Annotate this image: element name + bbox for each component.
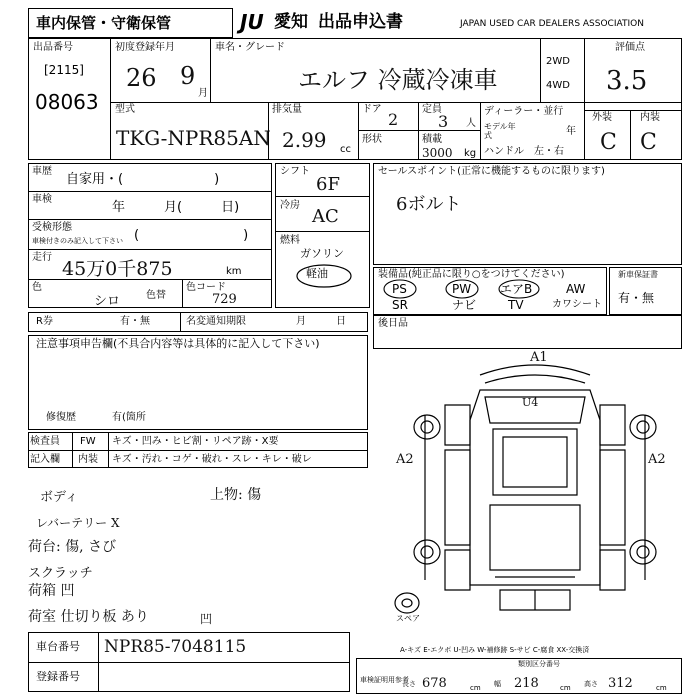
- cert-label: 車検証明用参考: [360, 676, 409, 684]
- reg-month: 9: [180, 62, 196, 90]
- displacement-label: 排気量: [272, 104, 302, 115]
- sales-point-label: セールスポイント(正常に機能するものに限ります): [378, 166, 605, 177]
- shape-label: 形状: [362, 134, 382, 145]
- note-dent: 凹: [200, 612, 213, 626]
- note-body: ボディ: [40, 490, 78, 505]
- fw-items: キズ・凹み・ヒビ割・リペア跡・X要: [112, 436, 279, 447]
- interior-label: 内装: [640, 112, 660, 123]
- equip-navi: ナビ: [452, 298, 477, 312]
- capacity-unit: 人: [466, 118, 476, 129]
- fuel-label: 燃料: [280, 235, 300, 246]
- length-unit: cm: [470, 684, 481, 692]
- ju-logo: JU: [240, 10, 264, 34]
- mileage-unit: km: [226, 266, 242, 277]
- damage-mark-u4: U4: [522, 396, 539, 409]
- name-change-value: 月 日: [296, 316, 346, 327]
- rating-label: 評価点: [615, 42, 645, 53]
- rating-value: 3.5: [606, 66, 648, 96]
- equip-sr: SR: [392, 298, 408, 312]
- history-value: 自家用・( ): [66, 172, 220, 187]
- note-upper-damage: 上物: 傷: [210, 487, 262, 503]
- color-label: 色: [32, 282, 42, 293]
- width-label: 幅: [494, 680, 501, 688]
- note-scratch: スクラッチ: [28, 566, 93, 581]
- receive-label: 受検形態: [32, 222, 72, 233]
- association-name: JAPAN USED CAR DEALERS ASSOCIATION: [460, 19, 644, 29]
- load-unit: kg: [464, 148, 477, 159]
- height-value: 312: [608, 676, 633, 691]
- equipment-circles: [380, 278, 540, 300]
- later-item-box: [373, 315, 682, 349]
- drive-4wd: 4WD: [546, 80, 570, 91]
- chassis-value: NPR85-7048115: [104, 637, 247, 657]
- region-name: 愛知: [274, 12, 308, 32]
- warranty-label: 新車保証書: [618, 270, 658, 279]
- interior-items: キズ・汚れ・コゲ・破れ・スレ・キレ・破レ: [112, 454, 312, 465]
- inspector-label: 検査員: [30, 436, 60, 447]
- handle-label: ハンドル 左・右: [484, 146, 564, 157]
- declaration-label: 注意事項申告欄(不具合内容等は具体的に記入して下さい): [36, 337, 320, 350]
- damage-mark-a2-right: A2: [648, 452, 666, 467]
- cooler-value: AC: [312, 206, 339, 227]
- fuel-circle-mark: [294, 262, 354, 290]
- reg-year: 26: [126, 64, 157, 92]
- lot-sub-number: [2115]: [44, 63, 84, 77]
- note-battery: レバーテリー X: [36, 516, 120, 530]
- lot-number: 08063: [35, 90, 99, 114]
- warranty-value: 有・無: [618, 291, 655, 305]
- capacity-value: 3: [438, 112, 449, 131]
- sales-point-value: 6ボルト: [396, 194, 462, 215]
- inspection-value: 年 月( 日): [112, 200, 240, 215]
- width-value: 218: [514, 676, 539, 691]
- drive-2wd: 2WD: [546, 56, 570, 67]
- shift-value: 6F: [316, 174, 340, 195]
- car-name-value: エルフ 冷蔵冷凍車: [298, 66, 498, 94]
- damage-mark-a1-front: A1: [530, 350, 548, 365]
- storage-label: 車内保管・守衛保管: [36, 14, 172, 32]
- class-label: 類別区分番号: [518, 660, 560, 668]
- note-cargo-box: 荷箱 凹: [28, 583, 75, 599]
- repair-label: 修復歴: [46, 412, 76, 423]
- note-cargo-bed: 荷台: 傷, さび: [28, 539, 117, 555]
- interior-value: C: [640, 130, 657, 155]
- model-value: TKG-NPR85AN: [116, 126, 271, 150]
- length-value: 678: [422, 676, 447, 691]
- receive-sub: 車検付きのみ記入して下さい: [32, 237, 123, 245]
- mileage-label: 走行: [32, 252, 52, 263]
- vehicle-damage-diagram: [385, 345, 685, 620]
- equip-ps: PS: [392, 282, 407, 296]
- inspection-label: 車検: [32, 194, 52, 205]
- exterior-value: C: [600, 130, 617, 155]
- equip-aw: AW: [566, 282, 586, 296]
- damage-mark-a2-left: A2: [396, 452, 414, 467]
- color-value: シロ: [94, 294, 121, 309]
- mileage-value: 45万0千875: [62, 258, 173, 280]
- equip-airbag: エアB: [500, 282, 533, 296]
- cooler-label: 冷房: [280, 200, 300, 211]
- capacity-label: 定員: [422, 104, 442, 115]
- door-label: ドア: [362, 104, 382, 115]
- entry-label: 記入欄: [30, 454, 60, 465]
- load-value: 3000: [422, 146, 453, 160]
- exterior-label: 外装: [592, 112, 612, 123]
- shift-label: シフト: [280, 166, 310, 177]
- lot-label: 出品番号: [33, 42, 73, 53]
- equip-pw: PW: [452, 282, 472, 296]
- model-label: 型式: [115, 104, 135, 115]
- model-year-label: モデル年式: [484, 122, 516, 140]
- height-unit: cm: [656, 684, 667, 692]
- displacement-value: 2.99: [282, 128, 327, 152]
- reg-number-label: 登録番号: [36, 670, 80, 683]
- equip-tv: TV: [508, 298, 524, 312]
- color-code-label: 色コード: [186, 282, 226, 293]
- color-change-label: 色替: [146, 290, 166, 301]
- load-label: 積載: [422, 134, 442, 145]
- chassis-label: 車台番号: [36, 640, 80, 653]
- later-item-label: 後日品: [378, 318, 408, 329]
- car-name-label: 車名・グレード: [215, 42, 285, 53]
- r-ticket-value: 有・無: [120, 316, 150, 327]
- month-unit: 月: [198, 88, 208, 99]
- equip-cawaseat: カワシート: [552, 299, 602, 310]
- sheet-title: 出品申込書: [318, 12, 403, 32]
- color-code-value: 729: [212, 292, 237, 307]
- damage-legend: A-キズ E-エクボ U-凹み W-補修跡 S-サビ C-腐食 XX-交換済: [400, 646, 590, 654]
- door-value: 2: [388, 110, 399, 129]
- fuel-gasoline: ガソリン: [300, 247, 344, 260]
- height-label: 高さ: [584, 680, 598, 688]
- name-change-label: 名変通知期限: [186, 316, 246, 327]
- repair-value: 有(箇所: [112, 412, 146, 423]
- interior-row-label: 内装: [78, 454, 98, 465]
- equipment-label: 装備品(純正品に限り○をつけてください): [378, 269, 565, 280]
- spare-label: スペア: [396, 614, 420, 623]
- note-cargo-room: 荷室 仕切り板 あり: [28, 609, 149, 625]
- receive-value: ( ): [134, 228, 249, 243]
- dealer-label: ディーラー・並行: [484, 106, 564, 117]
- fuel-diesel: 軽油: [306, 267, 328, 280]
- fw-label: FW: [80, 436, 96, 447]
- history-label: 車歴: [32, 166, 52, 177]
- r-ticket-label: R券: [36, 316, 53, 327]
- year-unit: 年: [566, 126, 576, 137]
- displacement-unit: cc: [340, 144, 351, 155]
- reg-date-label: 初度登録年月: [115, 42, 175, 53]
- width-unit: cm: [560, 684, 571, 692]
- length-label: 長さ: [402, 680, 416, 688]
